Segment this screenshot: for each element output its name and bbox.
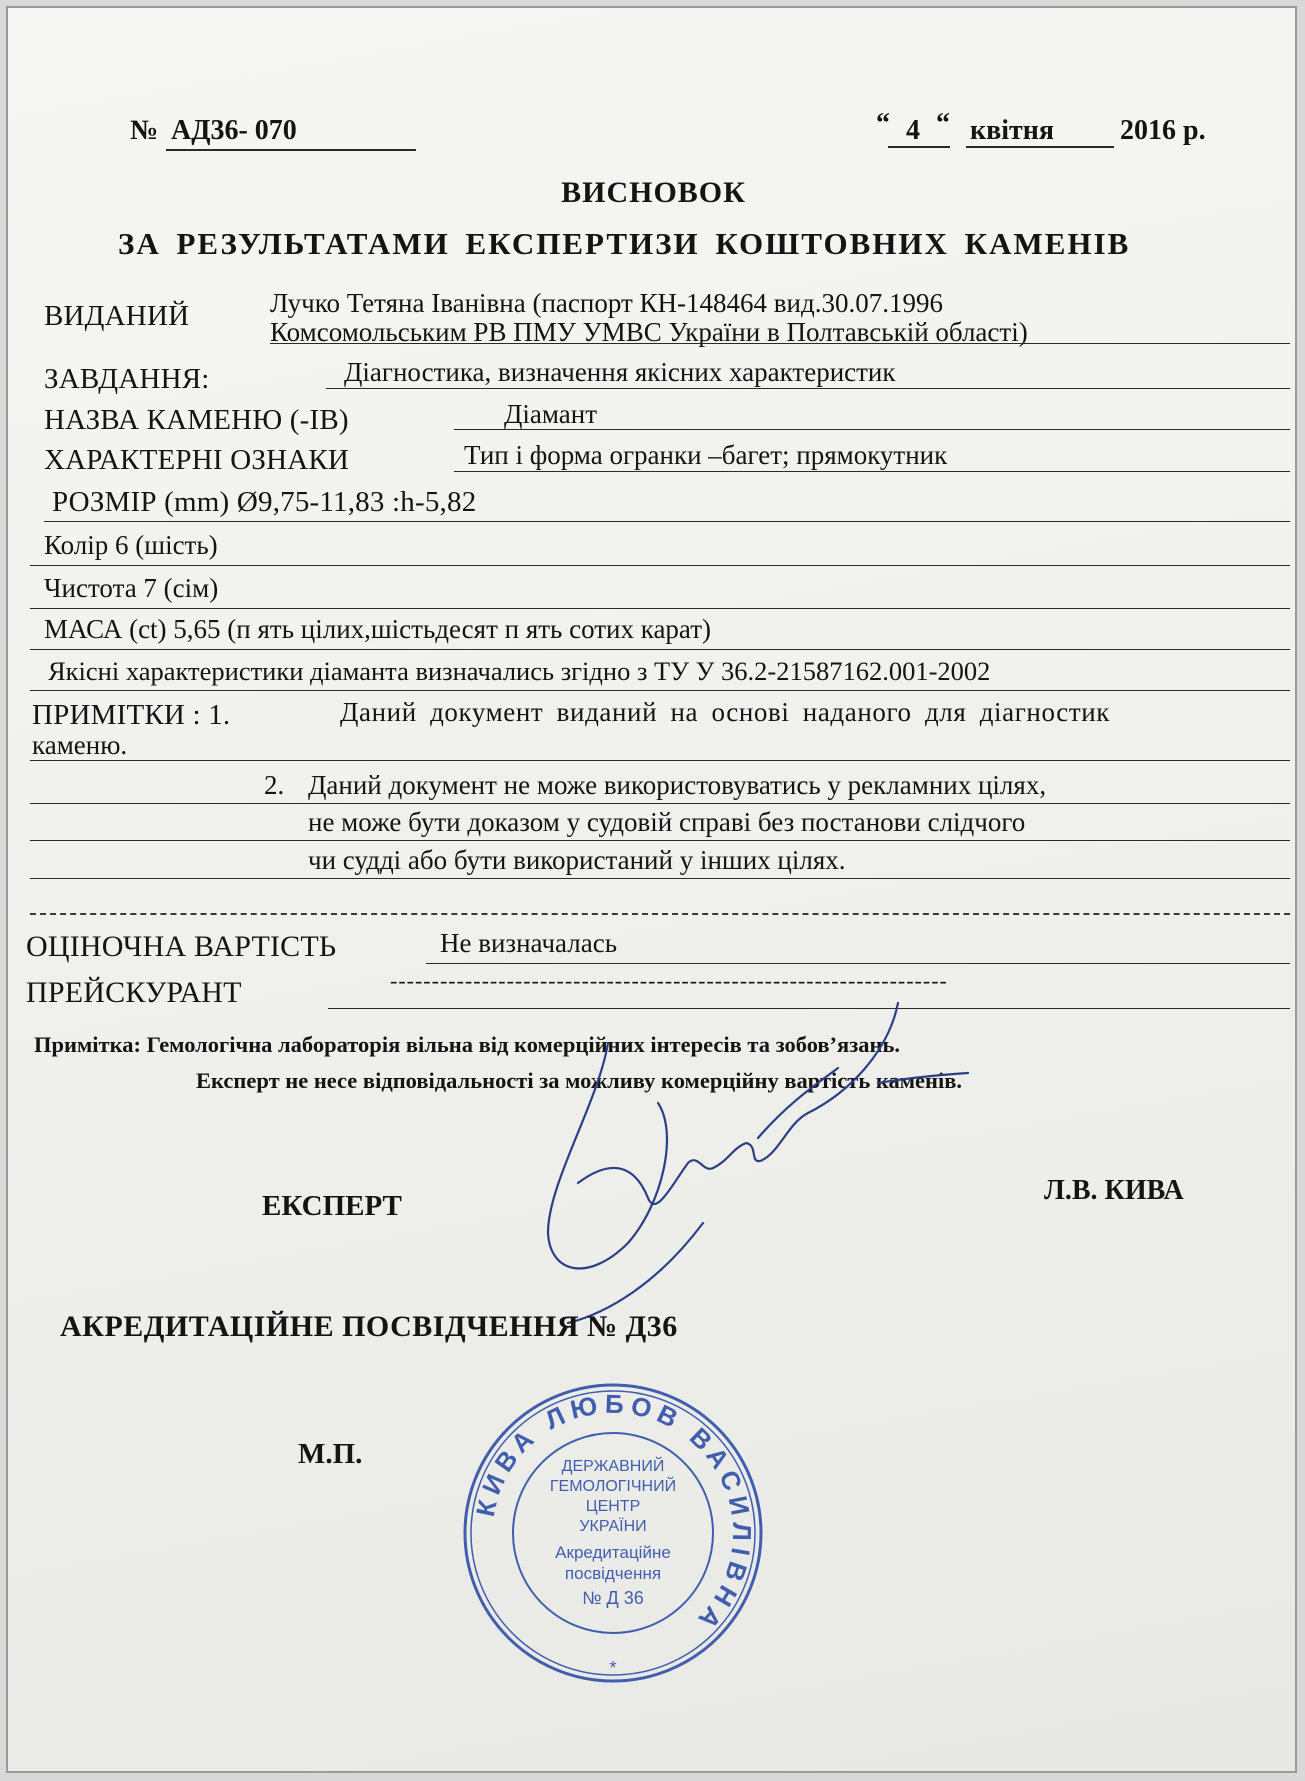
- accreditation-text: АКРЕДИТАЦІЙНЕ ПОСВІДЧЕННЯ № Д36: [60, 1310, 678, 1343]
- valuation-rule: [426, 963, 1290, 964]
- note-1-line-1: Даний документ виданий на основі наданого для діагностик: [340, 697, 1110, 727]
- expert-name: Л.В. КИВА: [1044, 1175, 1184, 1206]
- mp-label: М.П.: [298, 1438, 363, 1470]
- stamp-line-4: УКРАЇНИ: [579, 1518, 647, 1535]
- note-1-line-2: каменю.: [32, 730, 128, 760]
- price-list-value: -------------------------------------------------------------------: [390, 968, 948, 993]
- stone-rule: [454, 429, 1290, 430]
- task-label: ЗАВДАННЯ:: [44, 363, 210, 395]
- date-year: 2016 р.: [1120, 115, 1206, 146]
- day-underline: [888, 146, 950, 148]
- task-rule: [326, 388, 1290, 389]
- document-number: АД36- 070: [171, 115, 297, 146]
- mass-line: МАСА (ct) 5,65 (п ять цілих,шістьдесят п ять сотих карат): [44, 614, 711, 644]
- issued-rule: [270, 343, 1290, 344]
- stamp-line-2: ГЕМОЛОГІЧНИЙ: [549, 1478, 677, 1495]
- standard-line: Якісні характеристики діаманта визначались згідно з ТУ У 36.2-21587162.001-2002: [48, 656, 991, 686]
- stamp-line-3: ЦЕНТР: [585, 1498, 641, 1515]
- stone-value: Діамант: [504, 399, 598, 429]
- valuation-value: Не визначалась: [440, 928, 618, 958]
- features-rule: [454, 471, 1290, 472]
- note-2-rule-1: [30, 803, 1290, 804]
- notes-label: ПРИМІТКИ : 1.: [32, 699, 231, 731]
- size-line: РОЗМІР (mm) Ø9,75-11,83 :h-5,82: [52, 486, 477, 518]
- date-day: 4: [906, 115, 920, 146]
- expert-label: ЕКСПЕРТ: [262, 1190, 402, 1222]
- stone-label: НАЗВА КАМЕНЮ (-ІВ): [44, 404, 349, 436]
- issued-label: ВИДАНИЙ: [44, 300, 190, 332]
- color-line: Колір 6 (шість): [44, 530, 218, 560]
- features-value: Тип і форма огранки –багет; прямокутник: [464, 440, 948, 470]
- disclaimer-line-1: Примітка: Гемологічна лабораторія вільна від комерційних інтересів та зобов’язань.: [34, 1032, 900, 1057]
- clarity-line: Чистота 7 (сім): [44, 573, 219, 603]
- clarity-rule: [30, 608, 1290, 609]
- standard-rule: [30, 690, 1290, 691]
- note-2-rule-2: [30, 840, 1290, 841]
- document-page: [6, 6, 1297, 1773]
- note-1-rule: [30, 760, 1290, 761]
- stamp-line-5: Акредитаційне: [555, 1543, 671, 1562]
- size-rule: [44, 521, 1290, 522]
- stamp-line-7: № Д 36: [582, 1588, 644, 1608]
- dashed-separator: [30, 913, 1290, 915]
- note-2-line-3: чи судді або бути використаний у інших цілях.: [308, 845, 846, 875]
- number-prefix: №: [130, 115, 159, 146]
- stamp-ring-text: КИВА ЛЮБОВ ВАСИЛІВНА: [470, 1388, 758, 1640]
- note-2-number: 2.: [264, 770, 285, 800]
- valuation-label: ОЦІНОЧНА ВАРТІСТЬ: [26, 930, 337, 963]
- document-subtitle: ЗА РЕЗУЛЬТАТАМИ ЕКСПЕРТИЗИ КОШТОВНИХ КАМЕНІВ: [118, 226, 1131, 261]
- price-list-label: ПРЕЙСКУРАНТ: [26, 976, 242, 1009]
- number-underline: [166, 149, 416, 151]
- date-month: квітня: [970, 115, 1055, 146]
- expert-signature: [488, 983, 1008, 1363]
- date-quote-open: “: [876, 108, 890, 139]
- disclaimer-line-2: Експерт не несе відповідальності за можливу комерційну вартість каменів.: [196, 1068, 963, 1093]
- month-underline: [966, 146, 1114, 148]
- note-2-line-1: Даний документ не може використовуватись у рекламних цілях,: [308, 770, 1047, 800]
- task-value: Діагностика, визначення якісних характеристик: [344, 357, 896, 387]
- stamp-line-6: посвідчення: [564, 1564, 662, 1583]
- features-label: ХАРАКТЕРНІ ОЗНАКИ: [44, 444, 350, 476]
- document-title: ВИСНОВОК: [561, 176, 746, 209]
- issued-line-1: Лучко Тетяна Іванівна (паспорт КН-148464 вид.30.07.1996: [270, 288, 943, 318]
- issued-line-2: Комсомольським РВ ПМУ УМВС України в Полтавській області): [270, 317, 1028, 347]
- mass-rule: [30, 649, 1290, 650]
- stamp-star: *: [609, 1658, 617, 1678]
- color-rule: [30, 565, 1290, 566]
- note-2-line-2: не може бути доказом у судовій справі без постанови слідчого: [308, 807, 1026, 837]
- official-stamp: [458, 1378, 768, 1688]
- stamp-line-1: ДЕРЖАВНИЙ: [561, 1458, 665, 1475]
- date-quote-close: “: [936, 108, 950, 139]
- note-2-rule-3: [30, 878, 1290, 879]
